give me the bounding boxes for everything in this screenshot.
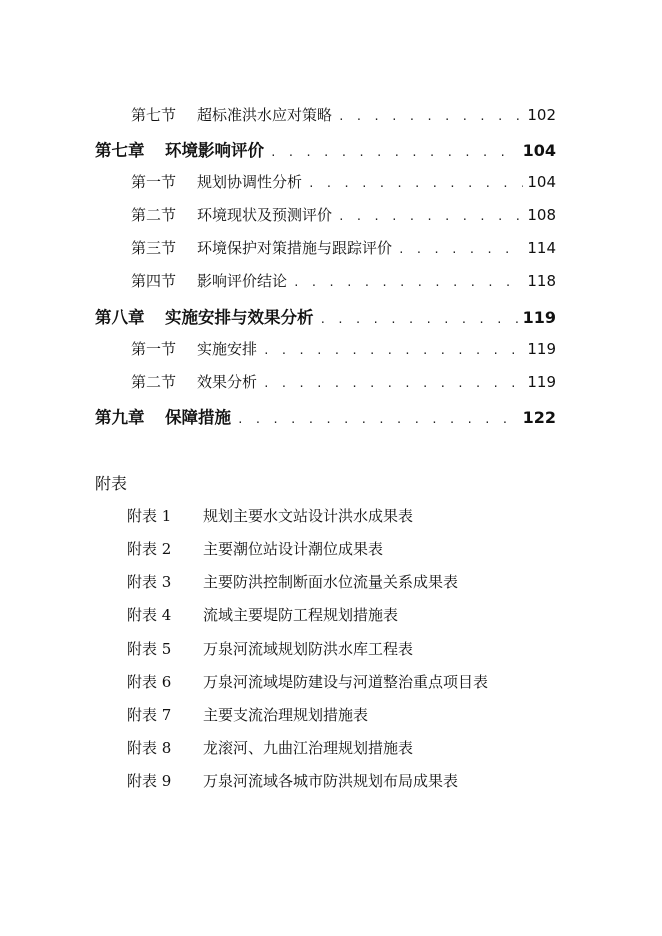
- appendix-item-label: 附表 5: [127, 640, 172, 658]
- appendix-item[interactable]: [127, 638, 413, 659]
- appendix-item-label: 附表 9: [127, 772, 172, 790]
- appendix-item-title: 万泉河流域规划防洪水库工程表: [203, 640, 414, 658]
- toc-entry-title: 实施安排与效果分析: [165, 308, 314, 327]
- toc-entry-title: 超标准洪水应对策略: [197, 106, 333, 124]
- appendix-item-title: 万泉河流域堤防建设与河道整治重点项目表: [203, 673, 489, 691]
- appendix-item-title: 主要防洪控制断面水位流量关系成果表: [203, 573, 459, 591]
- toc-entry-page: 119: [522, 308, 556, 327]
- leader-dots: [263, 377, 523, 390]
- appendix-item-title: 主要支流治理规划措施表: [203, 706, 369, 724]
- appendix-item[interactable]: [127, 671, 488, 692]
- leader-dots: [320, 313, 519, 326]
- toc-entry-number: 第一节: [131, 173, 177, 191]
- appendix-item-title: 规划主要水文站设计洪水成果表: [203, 507, 414, 525]
- toc-entry-title: 保障措施: [165, 408, 231, 427]
- appendix-item-label: 附表 7: [127, 706, 172, 724]
- appendix-item-title: 万泉河流域各城市防洪规划布局成果表: [203, 772, 459, 790]
- toc-entry-number: 第三节: [131, 239, 177, 257]
- toc-entry-page: 104: [527, 173, 556, 191]
- appendix-item[interactable]: [127, 737, 413, 758]
- toc-entry-title: 规划协调性分析: [197, 173, 303, 191]
- toc-entry-title: 环境现状及预测评价: [197, 206, 333, 224]
- toc-entry-page: 119: [527, 340, 556, 358]
- appendix-item-title: 龙滚河、九曲江治理规划措施表: [203, 739, 414, 757]
- appendix-item-label: 附表 4: [127, 606, 172, 624]
- toc-entry-page: 108: [527, 206, 556, 224]
- toc-entry[interactable]: [131, 171, 556, 192]
- toc-entry[interactable]: [95, 404, 556, 428]
- appendix-heading: 附表: [95, 474, 128, 493]
- appendix-item-label: 附表 2: [127, 540, 172, 558]
- leader-dots: [263, 344, 523, 357]
- toc-entry-number: 第九章: [95, 408, 145, 427]
- toc-entry-title: 影响评价结论: [197, 272, 288, 290]
- appendix-item-label: 附表 6: [127, 673, 172, 691]
- appendix-item[interactable]: [127, 704, 368, 725]
- toc-entry[interactable]: [95, 137, 556, 161]
- toc-entry-page: 122: [522, 408, 556, 427]
- toc-entry[interactable]: [131, 104, 556, 125]
- toc-entry-number: 第八章: [95, 308, 145, 327]
- toc-entry-number: 第二节: [131, 373, 177, 391]
- toc-entry[interactable]: [131, 270, 556, 291]
- appendix-item-title: 主要潮位站设计潮位成果表: [203, 540, 384, 558]
- toc-entry-page: 104: [522, 141, 556, 160]
- toc-entry-title: 效果分析: [197, 373, 258, 391]
- toc-entry-number: 第一节: [131, 340, 177, 358]
- leader-dots: [270, 146, 519, 159]
- appendix-item[interactable]: [127, 604, 398, 625]
- toc-entry[interactable]: [131, 338, 556, 359]
- toc-entry[interactable]: [131, 237, 556, 258]
- appendix-item[interactable]: [127, 505, 413, 526]
- toc-entry-page: 102: [527, 106, 556, 124]
- appendix-item[interactable]: [127, 571, 458, 592]
- appendix-item[interactable]: [127, 538, 383, 559]
- toc-entry-page: 114: [527, 239, 556, 257]
- appendix-item[interactable]: [127, 770, 458, 791]
- toc-entry[interactable]: [95, 304, 556, 328]
- toc-entry-title: 环境影响评价: [165, 141, 264, 160]
- appendix-item-title: 流域主要堤防工程规划措施表: [203, 606, 399, 624]
- leader-dots: [398, 243, 523, 256]
- toc-entry[interactable]: [131, 204, 556, 225]
- toc-entry-title: 环境保护对策措施与跟踪评价: [197, 239, 393, 257]
- leader-dots: [338, 110, 523, 123]
- toc-entry-number: 第二节: [131, 206, 177, 224]
- leader-dots: [293, 276, 523, 289]
- appendix-item-label: 附表 8: [127, 739, 172, 757]
- toc-entry-number: 第七章: [95, 141, 145, 160]
- leader-dots: [338, 210, 523, 223]
- toc-entry[interactable]: [131, 371, 556, 392]
- toc-entry-title: 实施安排: [197, 340, 258, 358]
- leader-dots: [237, 413, 519, 426]
- appendix-item-label: 附表 3: [127, 573, 172, 591]
- toc-entry-number: 第七节: [131, 106, 177, 124]
- appendix-item-label: 附表 1: [127, 507, 172, 525]
- toc-entry-page: 119: [527, 373, 556, 391]
- toc-entry-page: 118: [527, 272, 556, 290]
- toc-entry-number: 第四节: [131, 272, 177, 290]
- leader-dots: [308, 177, 523, 190]
